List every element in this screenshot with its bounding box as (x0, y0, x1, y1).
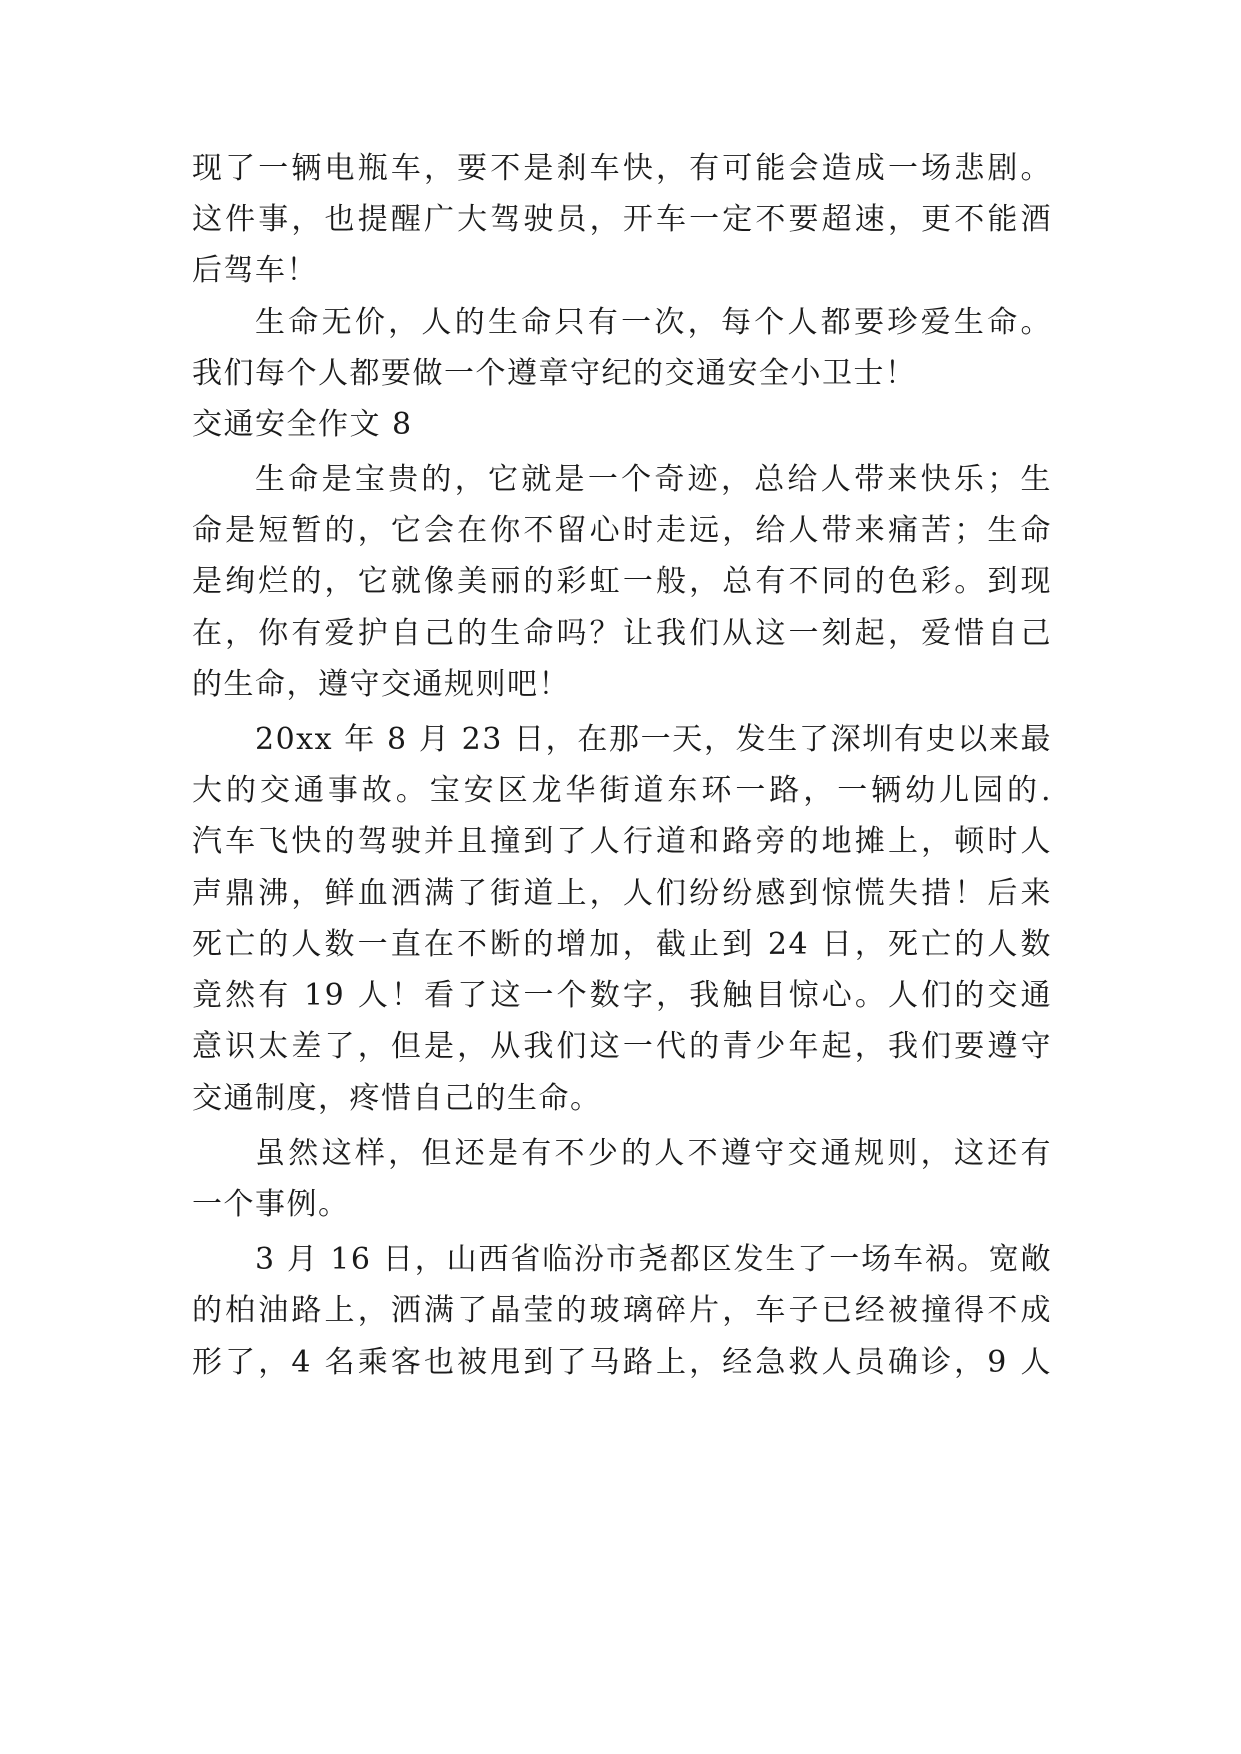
text-line: 交通制度，疼惜自己的生命。 (192, 1081, 602, 1116)
text-line: 后驾车！ (192, 253, 318, 288)
text-line: 形了，4 名乘客也被甩到了马路上，经急救人员确诊，9 人 (192, 1345, 1052, 1380)
text-line: 一个事例。 (192, 1187, 350, 1222)
text-line: 的生命，遵守交通规则吧！ (192, 667, 570, 702)
text-line: 大的交通事故。宝安区龙华街道东环一路，一辆幼儿园的. (192, 773, 1052, 808)
text-line: 竟然有 19 人！看了这一个数字，我触目惊心。人们的交通 (192, 978, 1052, 1013)
text-line: 在，你有爱护自己的生命吗？让我们从这一刻起，爱惜自己 (192, 616, 1052, 651)
text-line: 我们每个人都要做一个遵章守纪的交通安全小卫士！ (192, 356, 917, 391)
section-heading: 交通安全作文 8 (192, 407, 413, 442)
text-line: 现了一辆电瓶车，要不是刹车快，有可能会造成一场悲剧。 (192, 151, 1052, 186)
paragraph-first-line: 虽然这样，但还是有不少的人不遵守交通规则，这还有 (255, 1136, 1052, 1171)
text-line: 死亡的人数一直在不断的增加，截止到 24 日，死亡的人数 (192, 927, 1052, 962)
text-line: 是绚烂的，它就像美丽的彩虹一般，总有不同的色彩。到现 (192, 564, 1052, 599)
text-line: 命是短暂的，它会在你不留心时走远，给人带来痛苦；生命 (192, 513, 1052, 548)
paragraph-first-line: 20xx 年 8 月 23 日，在那一天，发生了深圳有史以来最 (255, 722, 1052, 757)
text-line: 声鼎沸，鲜血洒满了街道上，人们纷纷感到惊慌失措！后来 (192, 876, 1052, 911)
paragraph-first-line: 生命无价，人的生命只有一次，每个人都要珍爱生命。 (255, 305, 1052, 340)
text-line: 的柏油路上，洒满了晶莹的玻璃碎片，车子已经被撞得不成 (192, 1293, 1052, 1328)
text-line: 汽车飞快的驾驶并且撞到了人行道和路旁的地摊上，顿时人 (192, 824, 1052, 859)
text-line: 意识太差了，但是，从我们这一代的青少年起，我们要遵守 (192, 1029, 1052, 1064)
text-line: 这件事，也提醒广大驾驶员，开车一定不要超速，更不能酒 (192, 202, 1052, 237)
paragraph-first-line: 生命是宝贵的，它就是一个奇迹，总给人带来快乐；生 (255, 462, 1052, 497)
paragraph-first-line: 3 月 16 日，山西省临汾市尧都区发生了一场车祸。宽敞 (255, 1242, 1052, 1277)
